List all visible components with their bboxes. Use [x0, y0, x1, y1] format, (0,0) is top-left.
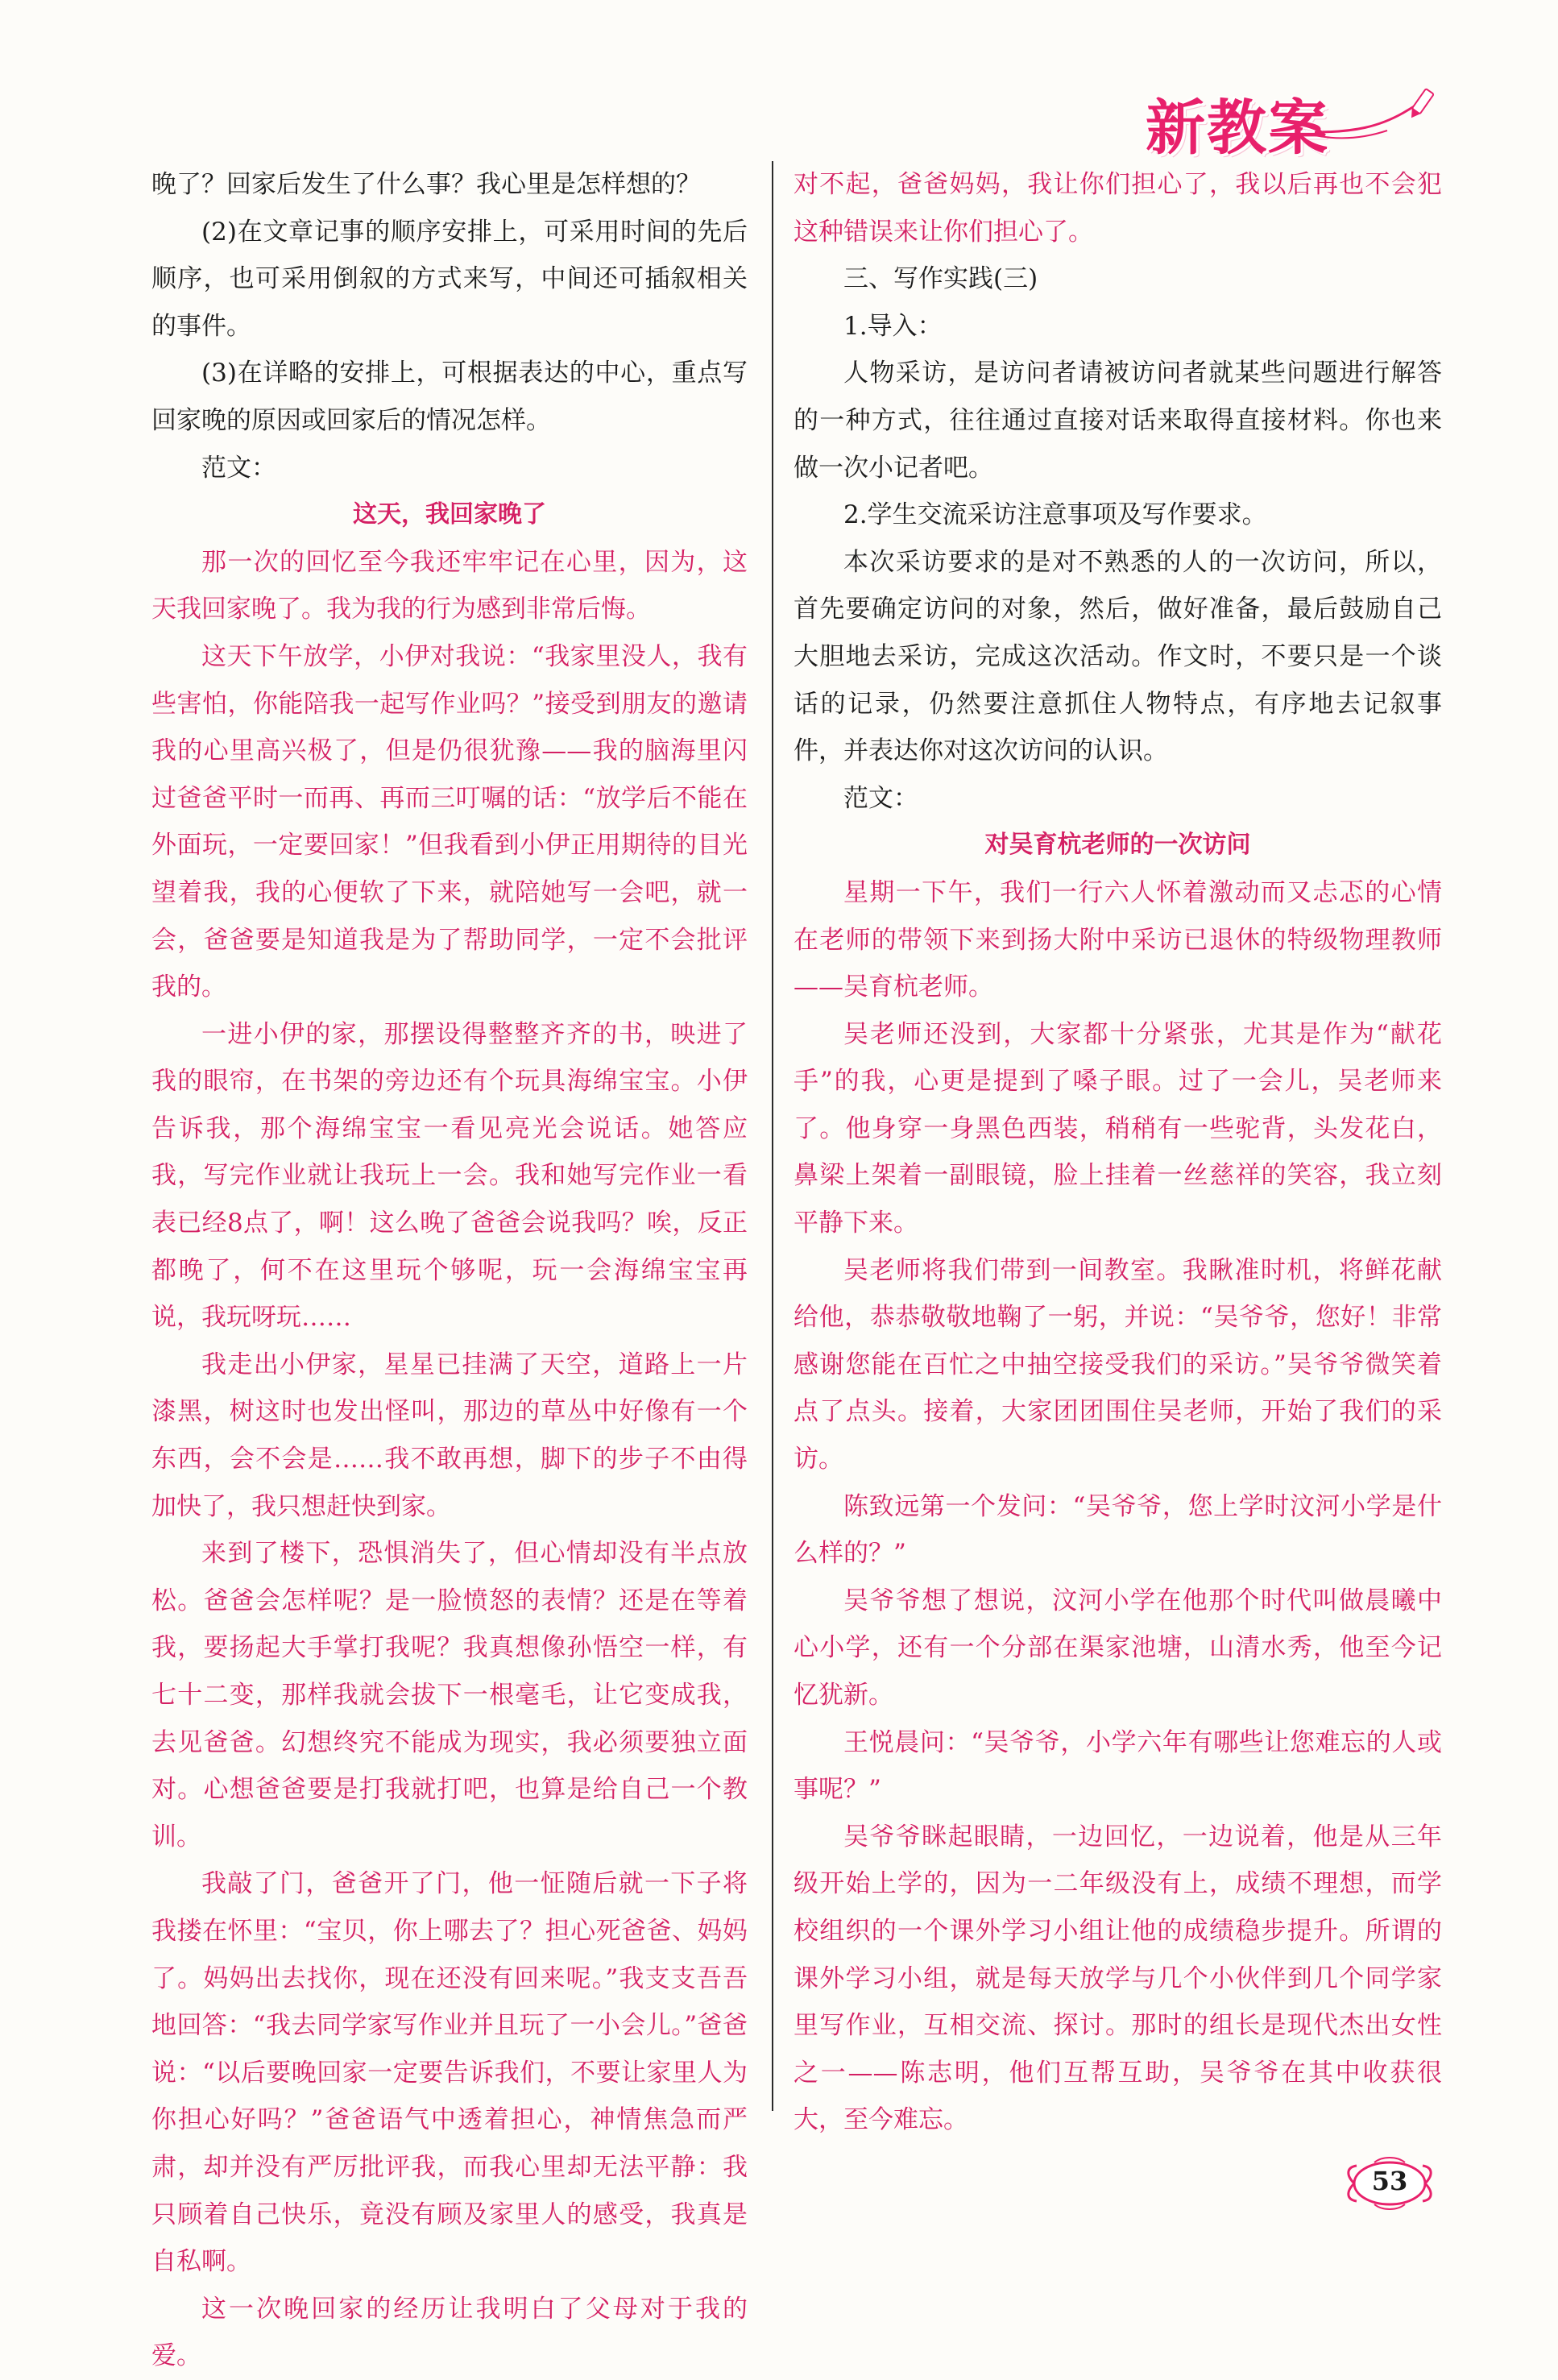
subheading: 1.导入：: [843, 311, 943, 341]
essay-paragraph: 王悦晨问：“吴爷爷，小学六年有哪些让您难忘的人或事呢？”: [794, 1727, 1442, 1805]
essay-paragraph: 我敲了门，爸爸开了门，他一怔随后就一下子将我搂在怀里：“宝贝，你上哪去了？担心死爸爸、妈妈了。妈妈出去找你，现在还没有回来呢。”我支支吾吾地回答：“我去同学家写作业并且玩了一小会儿。”爸爸说：“以后要晚回家一定要告诉我们，不要让家里人为你担心好吗？”爸爸语气中透着担心，神情焦急而严肃，却并没有严厉批评我，而我心里却无法平静：我只顾着自己快乐，竟没有顾及家里人的感受，我真是自私啊。: [151, 1869, 748, 2277]
pen-swoosh-icon: [1307, 82, 1452, 147]
essay-paragraph: 这天下午放学，小伊对我说：“我家里没人，我有些害怕，你能陪我一起写作业吗？”接受到朋友的邀请我的心里高兴极了，但是仍很犹豫——我的脑海里闪过爸爸平时一而再、再而三叮嘱的话：“放学后不能在外面玩，一定要回家！”但我看到小伊正用期待的目光望着我，我的心便软了下来，就陪她写一会吧，就一会，爸爸要是知道我是为了帮助同学，一定不会批评我的。: [151, 641, 748, 1002]
essay-paragraph: 陈致远第一个发问：“吴爷爷，您上学时汶河小学是什么样的？”: [794, 1491, 1442, 1569]
essay-paragraph: 一进小伊的家，那摆设得整整齐齐的书，映进了我的眼帘，在书架的旁边还有个玩具海绵宝宝。小伊告诉我，那个海绵宝宝一看见亮光会说话。她答应我，写完作业就让我玩上一会。我和她写完作业一看表已经8点了，啊！这么晚了爸爸会说我吗？唉，反正都晚了，何不在这里玩个够呢，玩一会海绵宝宝再说，我玩呀玩……: [151, 1019, 748, 1333]
essay-paragraph: 那一次的回忆至今我还牢牢记在心里，因为，这天我回家晚了。我为我的行为感到非常后悔。: [151, 547, 748, 624]
paragraph: 本次采访要求的是对不熟悉的人的一次访问，所以，首先要确定访问的对象，然后，做好准备，最后鼓励自己大胆地去采访，完成这次活动。作文时，不要只是一个谈话的记录，仍然要注意抓住人物特点，有序地去记叙事件，并表达你对这次访问的认识。: [794, 547, 1442, 766]
essay-paragraph: 吴老师还没到，大家都十分紧张，尤其是作为“献花手”的我，心更是提到了嗓子眼。过了一会儿，吴老师来了。他身穿一身黑色西装，稍稍有一些驼背，头发花白，鼻梁上架着一副眼镜，脸上挂着一丝慈祥的笑容，我立刻平静下来。: [794, 1019, 1442, 1238]
brand-logo: [1146, 74, 1452, 163]
essay-paragraph: 我走出小伊家，星星已挂满了天空，道路上一片漆黑，树这时也发出怪叫，那边的草丛中好像有一个东西，会不会是……我不敢再想，脚下的步子不由得加快了，我只想赶快到家。: [151, 1350, 748, 1521]
paragraph: (2)在文章记事的顺序安排上，可采用时间的先后顺序，也可采用倒叙的方式来写，中间还可插叙相关的事件。: [151, 217, 748, 341]
paragraph: (3)在详略的安排上，可根据表达的中心，重点写回家晚的原因或回家后的情况怎样。: [151, 359, 748, 435]
model-essay-label: 范文：: [843, 783, 918, 813]
left-column: [151, 161, 748, 2380]
page-number: 53: [1371, 2166, 1408, 2196]
essay-paragraph: 吴爷爷眯起眼睛，一边回忆，一边说着，他是从三年级开始上学的，因为一二年级没有上，成绩不理想，而学校组织的一个课外学习小组让他的成绩稳步提升。所谓的课外学习小组，就是每天放学与几个小伙伴到几个同学家里写作业，互相交流、探讨。那时的组长是现代杰出女性之一——陈志明，他们互帮互助，吴爷爷在其中收获很大，至今难忘。: [794, 1822, 1442, 2135]
essay-paragraph: 星期一下午，我们一行六人怀着激动而又忐忑的心情在老师的带领下来到扬大附中采访已退休的特级物理教师——吴育杭老师。: [794, 877, 1442, 1002]
section-heading: 三、写作实践(三): [843, 264, 1038, 294]
page-number-badge: [1342, 2153, 1437, 2214]
essay-paragraph: 来到了楼下，恐惧消失了，但心情却没有半点放松。爸爸会怎样呢？是一脸愤怒的表情？还是在等着我，要扬起大手掌打我呢？我真想像孙悟空一样，有七十二变，那样我就会拔下一根毫毛，让它变成我，去见爸爸。幻想终究不能成为现实，我必须要独立面对。心想爸爸要是打我就打吧，也算是给自己一个教训。: [151, 1539, 748, 1851]
essay-title: 这天，我回家晚了: [353, 500, 546, 529]
right-column: [794, 161, 1442, 2144]
paragraph: 晚了？回家后发生了什么事？我心里是怎样想的？: [151, 170, 701, 199]
logo-text: 新教案: [1146, 93, 1329, 163]
column-divider: [772, 161, 773, 2111]
essay-title: 对吴育杭老师的一次访问: [984, 831, 1251, 860]
paragraph: 人物采访，是访问者请被访问者就某些问题进行解答的一种方式，往往通过直接对话来取得直接材料。你也来做一次小记者吧。: [794, 359, 1442, 483]
subheading: 2.学生交流采访注意事项及写作要求。: [843, 500, 1267, 530]
model-essay-label: 范文：: [201, 453, 276, 483]
essay-paragraph: 这一次晚回家的经历让我明白了父母对于我的爱。: [151, 2294, 748, 2371]
essay-paragraph: 吴爷爷想了想说，汶河小学在他那个时代叫做晨曦中心小学，还有一个分部在渠家池塘，山清水秀，他至今记忆犹新。: [794, 1586, 1442, 1710]
essay-paragraph: 对不起，爸爸妈妈，我让你们担心了，我以后再也不会犯这种错误来让你们担心了。: [794, 170, 1442, 247]
essay-paragraph: 吴老师将我们带到一间教室。我瞅准时机，将鲜花献给他，恭恭敬敬地鞠了一躬，并说：“吴爷爷，您好！非常感谢您能在百忙之中抽空接受我们的采访。”吴爷爷微笑着点了点头。接着，大家团团围住吴老师，开始了我们的采访。: [794, 1255, 1442, 1474]
